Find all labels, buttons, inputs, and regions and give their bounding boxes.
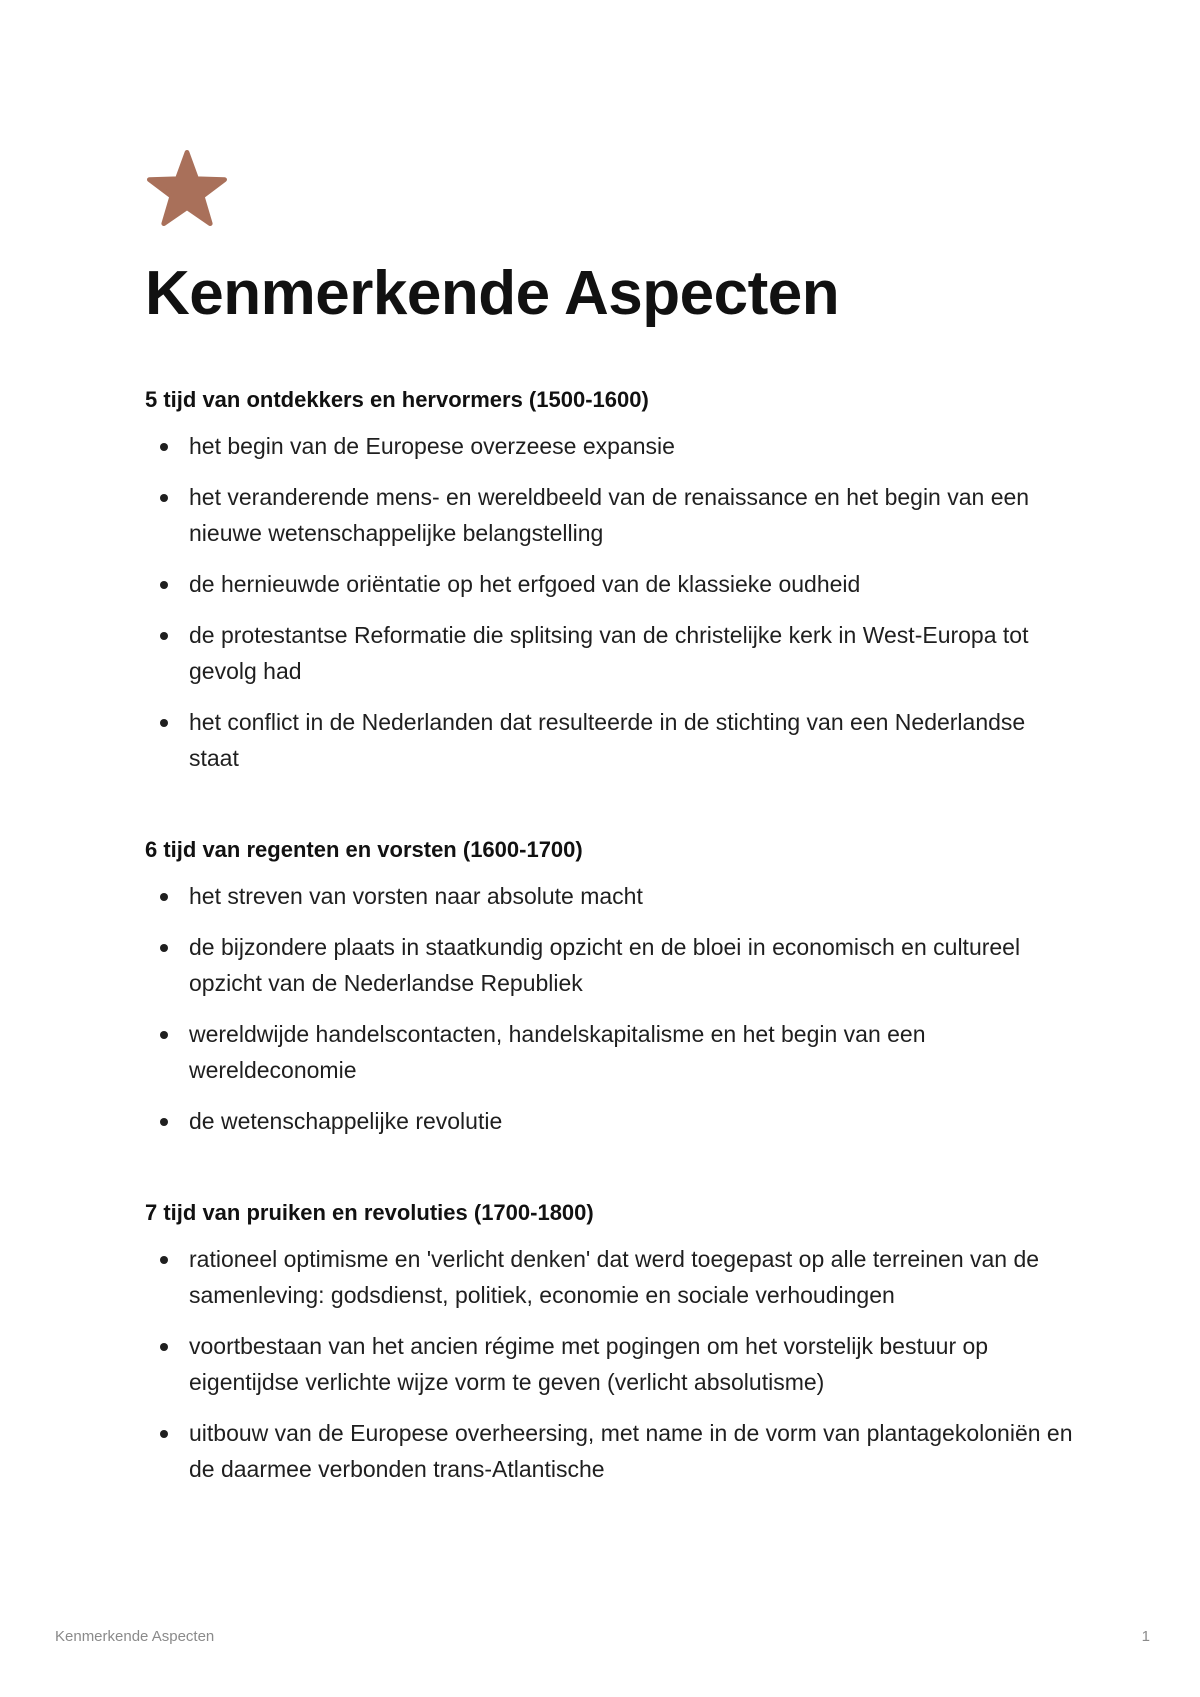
bullet-icon <box>160 944 168 952</box>
list-item <box>145 428 1075 464</box>
list-item <box>145 566 1075 602</box>
list-item <box>145 617 1075 689</box>
list-item-text: het begin van de Europese overzeese expansie <box>189 433 675 459</box>
star-icon <box>147 150 227 226</box>
bullet-icon <box>160 443 168 451</box>
page-title: Kenmerkende Aspecten <box>145 259 840 328</box>
list-item <box>145 1328 1075 1400</box>
bullet-icon <box>160 1118 168 1126</box>
section-heading: 6 tijd van regenten en vorsten (1600-1700) <box>145 837 583 862</box>
list-item <box>145 1415 1075 1487</box>
bullet-icon <box>160 1343 168 1351</box>
bullet-list <box>145 878 1075 1139</box>
bullet-icon <box>160 494 168 502</box>
bullet-icon <box>160 632 168 640</box>
bullet-icon <box>160 893 168 901</box>
list-item <box>145 1016 1075 1088</box>
list-item-text: de wetenschappelijke revolutie <box>189 1108 503 1134</box>
list-item-text: wereldwijde handelscontacten, handelskapitalisme en het begin van een wereldeconomie <box>189 1021 926 1083</box>
list-item-text: het streven van vorsten naar absolute macht <box>189 883 643 909</box>
list-item <box>145 929 1075 1001</box>
list-item-text: de protestantse Reformatie die splitsing van de christelijke kerk in West-Europa tot gevolg had <box>189 622 1029 684</box>
bullet-icon <box>160 719 168 727</box>
bullet-list <box>145 1241 1075 1487</box>
footer-title: Kenmerkende Aspecten <box>55 1628 215 1645</box>
list-item <box>145 479 1075 551</box>
list-item <box>145 704 1075 776</box>
list-item <box>145 1241 1075 1313</box>
page-number: 1 <box>1141 1628 1150 1645</box>
document-content <box>145 380 1075 1541</box>
section-heading: 5 tijd van ontdekkers en hervormers (1500-1600) <box>145 387 649 412</box>
section-period-5 <box>145 380 1075 776</box>
list-item-text: het conflict in de Nederlanden dat resulteerde in de stichting van een Nederlandse staat <box>189 709 1026 771</box>
section-period-6 <box>145 830 1075 1139</box>
list-item-text: voortbestaan van het ancien régime met pogingen om het vorstelijk bestuur op eigentijdse verlichte wijze vorm te geven (verlicht absolutisme) <box>189 1333 989 1395</box>
list-item <box>145 878 1075 914</box>
list-item-text: de bijzondere plaats in staatkundig opzicht en de bloei in economisch en cultureel opzicht van de Nederlandse Republiek <box>189 934 1021 996</box>
section-heading: 7 tijd van pruiken en revoluties (1700-1800) <box>145 1200 594 1225</box>
bullet-icon <box>160 1031 168 1039</box>
bullet-icon <box>160 1430 168 1438</box>
list-item-text: de hernieuwde oriëntatie op het erfgoed van de klassieke oudheid <box>189 571 861 597</box>
list-item-text: uitbouw van de Europese overheersing, met name in de vorm van plantagekoloniën en de daarmee verbonden trans-Atlantische <box>189 1420 1073 1482</box>
list-item-text: rationeel optimisme en 'verlicht denken' dat werd toegepast op alle terreinen van de samenleving: godsdienst, politiek, economie en sociale verhoudingen <box>189 1246 1040 1308</box>
star-shape <box>149 152 224 223</box>
bullet-icon <box>160 1256 168 1264</box>
list-item-text: het veranderende mens- en wereldbeeld van de renaissance en het begin van een nieuwe wetenschappelijke belangstelling <box>189 484 1030 546</box>
section-period-7 <box>145 1193 1075 1487</box>
list-item <box>145 1103 1075 1139</box>
bullet-icon <box>160 581 168 589</box>
bullet-list <box>145 428 1075 776</box>
